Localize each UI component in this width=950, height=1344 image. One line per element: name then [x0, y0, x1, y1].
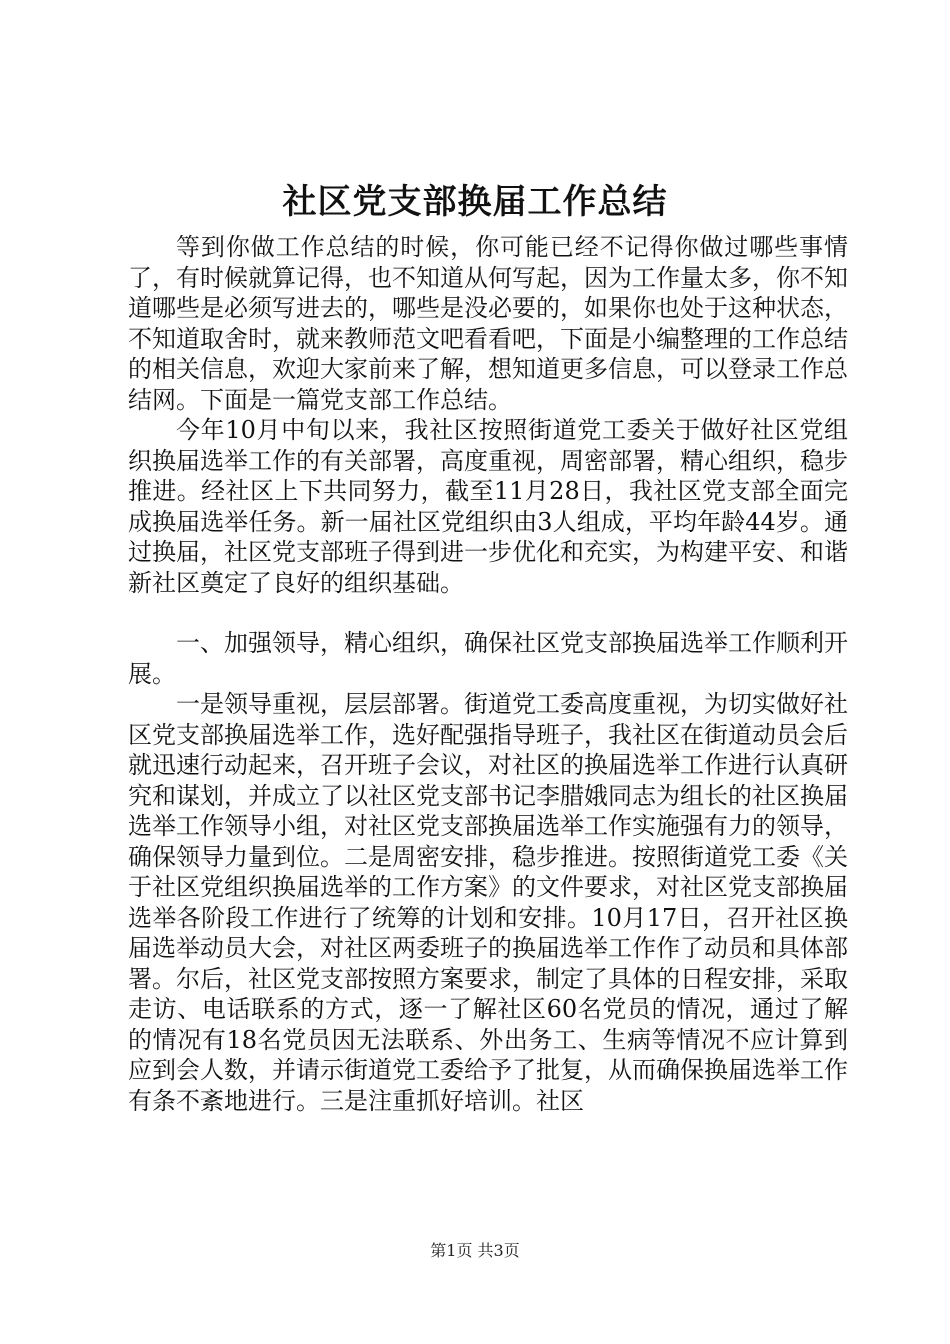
intro-paragraph: 等到你做工作总结的时候，你可能已经不记得你做过哪些事情了，有时候就算记得，也不知道从何写起，因为工作量太多，你不知道哪些是必须写进去的，哪些是没必要的，如果你也处于这种状态，不知道取舍时，就来教师范文吧看看吧，下面是小编整理的工作总结的相关信息，欢迎大家前来了解，想知道更多信息，可以登录工作总结网。下面是一篇党支部工作总结。 [128, 233, 848, 414]
paragraph-spacer [128, 598, 848, 628]
document-body [128, 232, 848, 1116]
detail-paragraph: 一是领导重视，层层部署。街道党工委高度重视，为切实做好社区党支部换届选举工作，选好配强指导班子，我社区在街道动员会后就迅速行动起来，召开班子会议，对社区的换届选举工作进行认真研究和谋划，并成立了以社区党支部书记李腊娥同志为组长的社区换届选举工作领导小组，对社区党支部换届选举工作实施强有力的领导，确保领导力量到位。二是周密安排，稳步推进。按照街道党工委《关于社区党组织换届选举的工作方案》的文件要求，对社区党支部换届选举各阶段工作进行了统筹的计划和安排。10月17日，召开社区换届选举动员大会，对社区两委班子的换届选举工作作了动员和具体部署。尔后，社区党支部按照方案要求，制定了具体的日程安排，采取走访、电话联系的方式，逐一了解社区60名党员的情况，通过了解的情况有18名党员因无法联系、外出务工、生病等情况不应计算到应到会人数，并请示街道党工委给予了批复，从而确保换届选举工作有条不紊地进行。三是注重抓好培训。社区 [128, 690, 848, 1115]
document-title: 社区党支部换届工作总结 [282, 182, 668, 222]
summary-paragraph: 今年10月中旬以来，我社区按照街道党工委关于做好社区党组织换届选举工作的有关部署，高度重视，周密部署，精心组织，稳步推进。经社区上下共同努力，截至11月28日，我社区党支部全面完成换届选举任务。新一届社区党组织由3人组成，平均年龄44岁。通过换届，社区党支部班子得到进一步优化和充实，为构建平安、和谐新社区奠定了良好的组织基础。 [128, 416, 848, 597]
section-heading-paragraph: 一、加强领导，精心组织，确保社区党支部换届选举工作顺利开展。 [128, 629, 848, 688]
page-number-footer: 第1页 共3页 [430, 1241, 520, 1260]
